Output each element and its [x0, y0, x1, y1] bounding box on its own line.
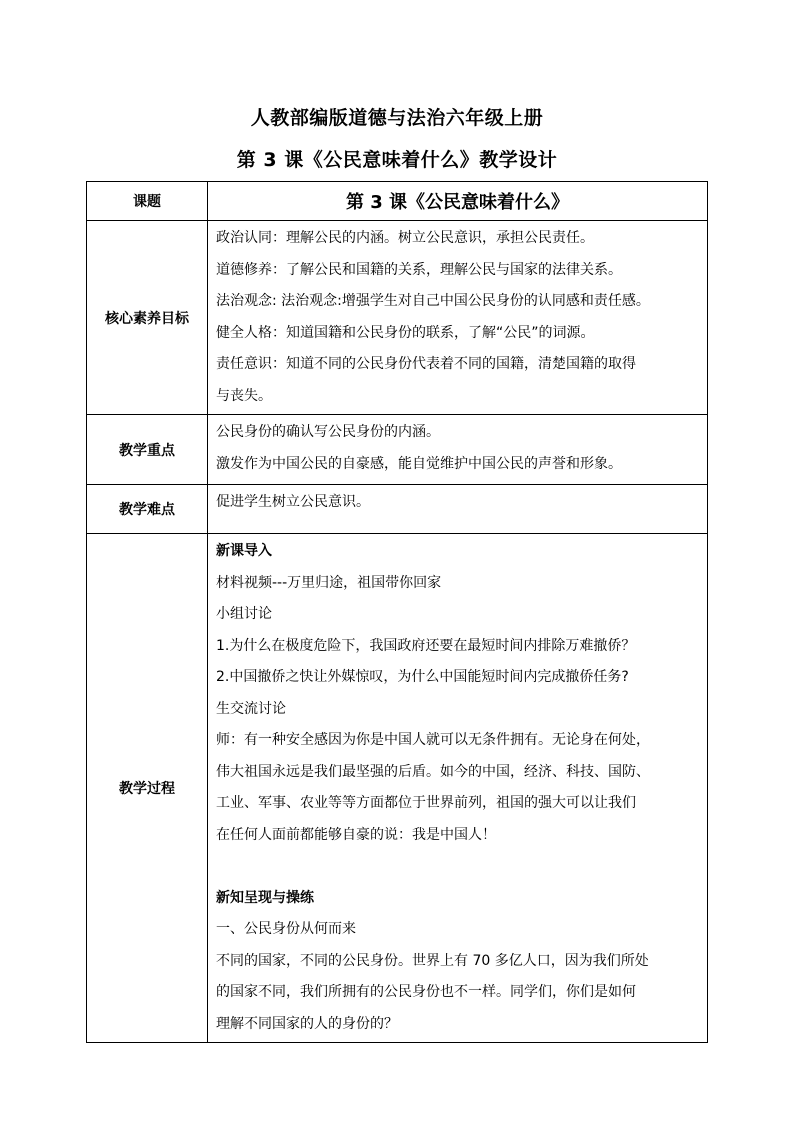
label-goals: 核心素养目标	[87, 221, 208, 415]
difficulty-line: 促进学生树立公民意识。	[216, 494, 370, 510]
goals-content	[208, 221, 708, 415]
table-row-process	[87, 534, 708, 1043]
process-content	[208, 534, 708, 1043]
process-line: 师：有一种安全感因为你是中国人就可以无条件拥有。无论身在何处，	[216, 732, 650, 748]
label-key-points: 教学重点	[87, 415, 208, 485]
process-line: 1.为什么在极度危险下，我国政府还要在最短时间内排除万难撤侨？	[216, 637, 636, 654]
process-line: 的国家不同，我们所拥有的公民身份也不一样。同学们，你们是如何	[216, 984, 636, 1000]
process-line: 一、公民身份从何而来	[216, 921, 356, 937]
blank-line	[216, 851, 699, 883]
key-point-line: 激发作为中国公民的自豪感，能自觉维护中国公民的声誉和形象。	[216, 455, 622, 472]
process-line: 工业、军事、农业等等方面都位于世界前列，祖国的强大可以让我们	[216, 795, 636, 811]
process-line: 小组讨论	[216, 606, 272, 622]
key-points-content	[208, 415, 708, 485]
lesson-plan-table	[86, 181, 708, 1043]
goal-line: 道德修养：了解公民和国籍的关系，理解公民与国家的法律关系。	[216, 261, 622, 278]
goal-line: 与丧失。	[216, 387, 272, 404]
process-line: 不同的国家，不同的公民身份。世界上有 70 多亿人口，因为我们所处	[216, 952, 649, 969]
document-title: 人教部编版道德与法治六年级上册	[250, 107, 544, 129]
intro-heading: 新课导入	[216, 543, 272, 559]
process-line: 生交流讨论	[216, 700, 286, 717]
difficulties-content	[208, 485, 708, 534]
goal-line: 政治认同：理解公民的内涵。树立公民意识，承担公民责任。	[216, 230, 594, 246]
label-topic: 课题	[87, 182, 208, 221]
process-line: 伟大祖国永远是我们最坚强的后盾。如今的中国，经济、科技、国防、	[216, 763, 650, 780]
process-line: 理解不同国家的人的身份的？	[216, 1015, 398, 1032]
topic-value: 第 3 课《公民意味着什么》	[208, 182, 708, 221]
key-point-line: 公民身份的确认写公民身份的内涵。	[216, 424, 440, 440]
new-knowledge-heading: 新知呈现与操练	[216, 889, 314, 906]
goal-line: 健全人格：知道国籍和公民身份的联系，了解“公民”的词源。	[216, 324, 595, 341]
table-row-topic	[87, 182, 708, 221]
table-row-key-points	[87, 415, 708, 485]
document-subtitle: 第 3 课《公民意味着什么》教学设计	[236, 149, 558, 171]
goal-line: 责任意识：知道不同的公民身份代表着不同的国籍，清楚国籍的取得	[216, 356, 636, 372]
process-line: 2.中国撤侨之快让外媒惊叹，为什么中国能短时间内完成撤侨任务?	[216, 669, 629, 685]
process-line: 材料视频---万里归途，祖国带你回家	[216, 574, 442, 591]
goal-line: 法治观念: 法治观念:增强学生对自己中国公民身份的认同感和责任感。	[216, 293, 650, 309]
table-row-goals	[87, 221, 708, 415]
table-row-difficulties	[87, 485, 708, 534]
label-process: 教学过程	[87, 534, 208, 1043]
process-line: 在任何人面前都能够自豪的说：我是中国人！	[216, 826, 496, 843]
label-difficulties: 教学难点	[87, 485, 208, 534]
